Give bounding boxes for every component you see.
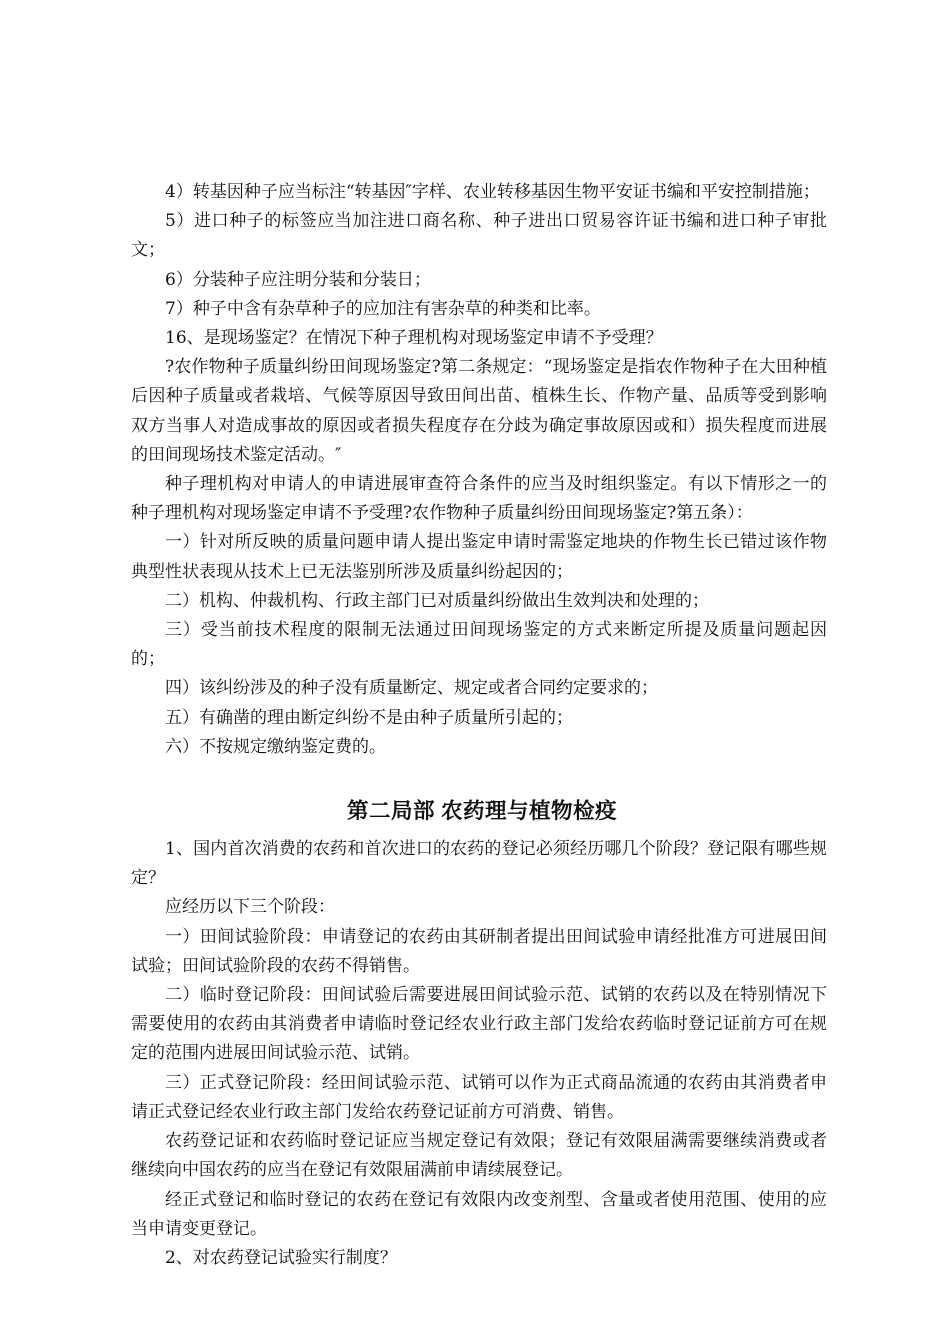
paragraph-not-accepted-intro: 种子理机构对申请人的申请进展审查符合条件的应当及时组织鉴定。有以下情形之一的种子理机构对现场鉴定申请不予受理?农作物种子质量纠纷田间现场鉴定?第五条）： bbox=[131, 474, 827, 524]
list-item-1: 一）针对所反映的质量问题申请人提出鉴定申请时需鉴定地块的作物生长已错过该作物典型性状表现从技术上已无法鉴别所涉及质量纠纷起因的； bbox=[131, 532, 827, 582]
paragraph-weed-seed-label: 7）种子中含有杂草种子的应加注有害杂草的种类和比率。 bbox=[165, 298, 601, 319]
paragraph-validity-period: 农药登记证和农药临时登记证应当规定登记有效限；登记有效限届满需要继续消费或者继续向中国农药的应当在登记有效限届满前申请续展登记。 bbox=[131, 1131, 827, 1181]
stage-field-trial: 一）田间试验阶段：申请登记的农药由其研制者提出田间试验申请经批准方可进展田间试验；田间试验阶段的农药不得销售。 bbox=[131, 926, 827, 976]
list-item-2: 二）机构、仲裁机构、行政主部门已对质量纠纷做出生效判决和处理的； bbox=[165, 590, 709, 611]
question-16: 16、是现场鉴定？在情况下种子理机构对现场鉴定申请不予受理？ bbox=[165, 328, 663, 349]
list-item-5: 五）有确凿的理由断定纠纷不是由种子质量所引起的； bbox=[165, 707, 573, 728]
stage-formal-registration: 三）正式登记阶段：经田间试验示范、试销可以作为正式商品流通的农药由其消费者申请正式登记经农业行政主部门发给农药登记证前方可消费、销售。 bbox=[131, 1072, 827, 1122]
paragraph-three-stages: 应经历以下三个阶段： bbox=[165, 897, 335, 918]
paragraph-field-appraisal-definition: ?农作物种子质量纠纷田间现场鉴定?第二条规定：“现场鉴定是指农作物种子在大田种植后因种子质量或者栽培、气候等原因导致田间出苗、植株生长、作物产量、品质等受到影响双方当事人对造成事故的原因或者损失程度存在分歧为确定事故原因或和）损失程度而进展的田间现场技术鉴定活动。″ bbox=[131, 357, 827, 465]
stage-temporary-registration: 二）临时登记阶段：田间试验后需要进展田间试验示范、试销的农药以及在特别情况下需要使用的农药由其消费者申请临时登记经农业行政主部门发给农药临时登记证前方可在规定的范围内进展田间试验示范、试销。 bbox=[131, 985, 827, 1064]
paragraph-change-registration: 经正式登记和临时登记的农药在登记有效限内改变剂型、含量或者使用范围、使用的应当申请变更登记。 bbox=[131, 1189, 827, 1239]
paragraph-import-label: 5）进口种子的标签应当加注进口商名称、种子进出口贸易容许证书编和进口种子审批文； bbox=[131, 211, 827, 261]
paragraph-repack-label: 6）分装种子应注明分装和分装日； bbox=[165, 269, 431, 290]
list-item-3: 三）受当前技术程度的限制无法通过田间现场鉴定的方式来断定所提及质量问题起因的； bbox=[131, 620, 827, 670]
question-2: 2、对农药登记试验实行制度？ bbox=[165, 1247, 397, 1268]
list-item-6: 六）不按规定缴纳鉴定费的。 bbox=[165, 736, 386, 757]
section-heading-part: 第二局部 bbox=[346, 799, 435, 825]
list-item-4: 四）该纠纷涉及的种子没有质量断定、规定或者合同约定要求的； bbox=[165, 678, 658, 699]
paragraph-transgenic-label: 4）转基因种子应当标注“转基因″字样、农业转移基因生物平安证书编和平安控制措施； bbox=[165, 182, 820, 202]
document-page bbox=[131, 178, 827, 1273]
section-heading bbox=[131, 797, 827, 827]
question-1: 1、国内首次消费的农药和首次进口的农药的登记必须经历哪几个阶段？登记限有哪些规定？ bbox=[131, 839, 827, 889]
section-heading-title: 农药理与植物检疫 bbox=[441, 799, 618, 825]
